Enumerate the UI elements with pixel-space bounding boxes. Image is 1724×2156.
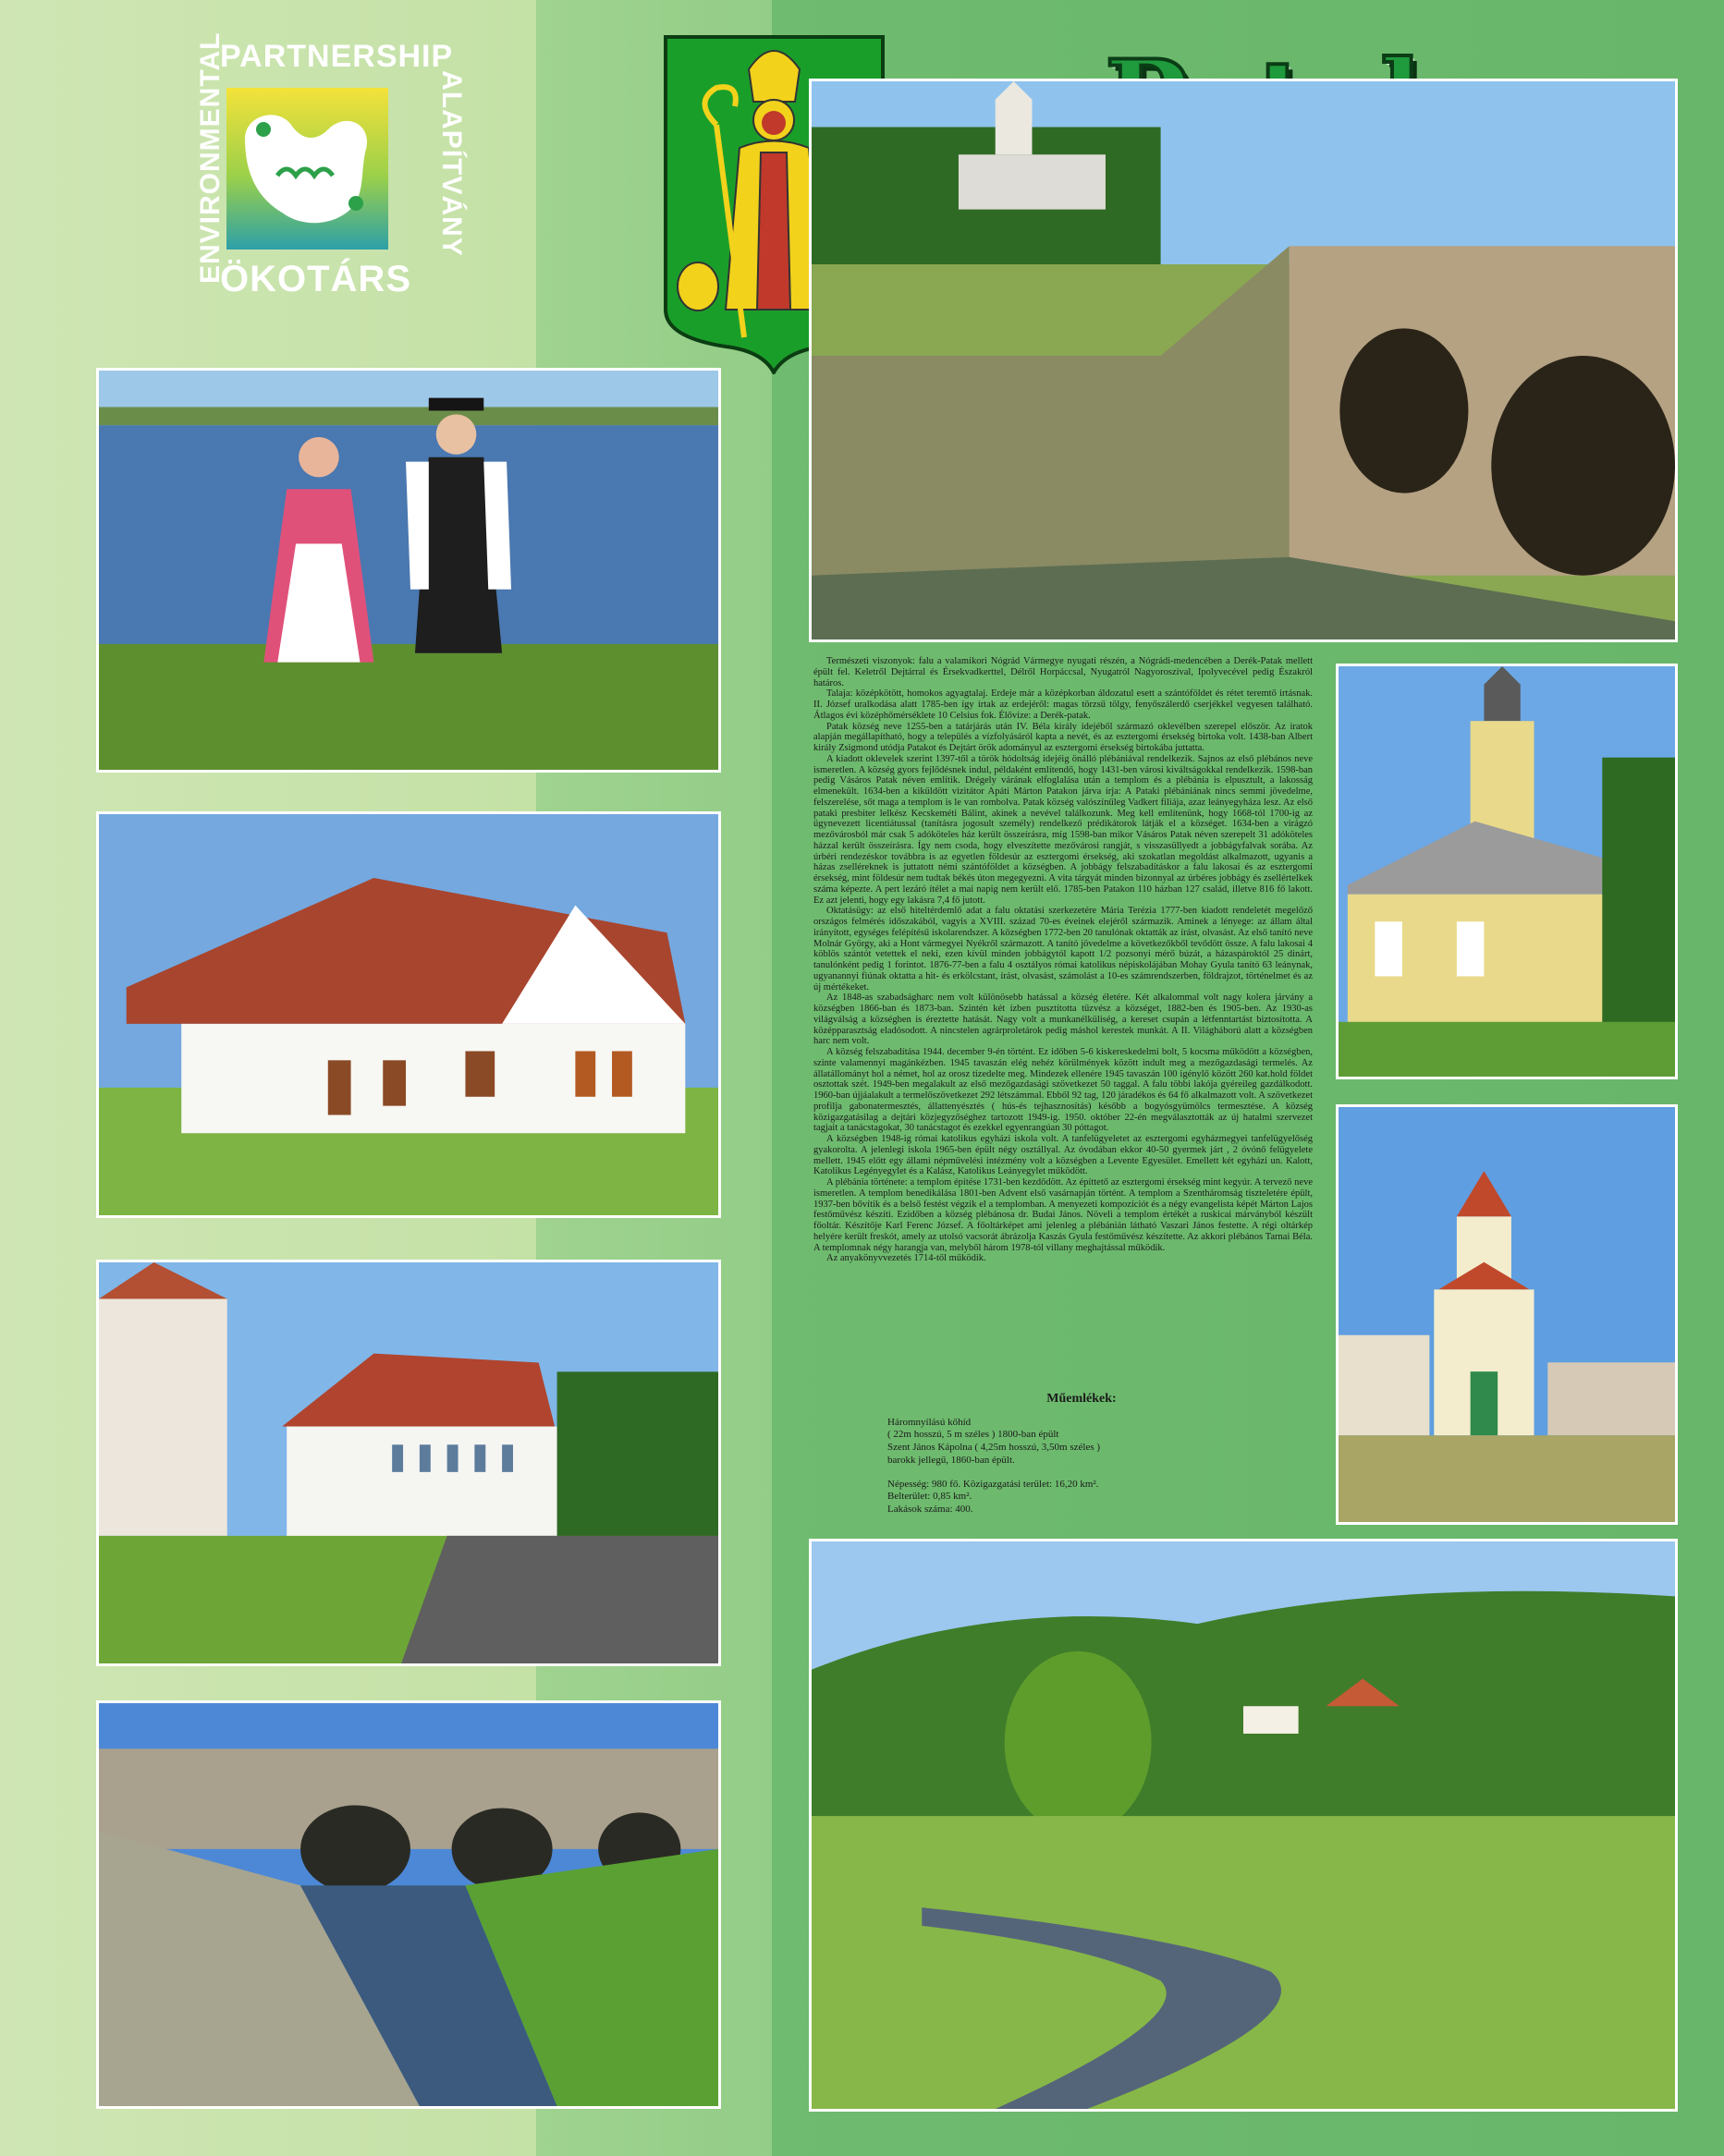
article-paragraph: A községben 1948-ig római katolikus egyházi iskola volt. A tanfelügyeletet az esztergomi egyházmegyei tanfelügyelőség gyakorolta. A jelenlegi iskola 1965-ben épült négy osztállyal. Az óvodában ekkor 40-50 gyermek járt , 2 óvónő felügyelete mellett. 1945 előtt egy állami népművelési intézmény volt a községben a Levente Egyesület. Emellett két egyházi un. Kalott, Katolikus Legényegylet és a Kalász, Katolikus Leányegylet működött. bbox=[813, 1134, 1313, 1177]
article-paragraph: Természeti viszonyok: falu a valamikori Nógrád Vármegye nyugati részén, a Nógrádi-medencében a Derék-Patak mellett épült fel. Keletről Dejtárral és Érsekvadkerttel, Délről Horpáccsal, Nyugatról Nagyoroszival, Ipolyvecével pedig Északról határos. bbox=[813, 656, 1313, 688]
logo-environmental: ENVIRONMENTAL bbox=[195, 31, 226, 284]
photo-church bbox=[1336, 664, 1678, 1079]
article-paragraph: Az 1848-as szabadságharc nem volt különösebb hatással a község életére. Két alkalommal volt nagy kolera járvány a községben 1866-ban és 1873-ban. Szintén két ízben pusztította tűzvész a községet, 1882-ben és 1905-ben. Az 1930-as világválság a községben is éreztette hatását. Nagy volt a munkanélküliség, a kereset csupán a létfenntartást biztosította. A középparasztság eladósodott. A nincstelen agrárproletárok pedig máshol kerestek munkát. A II. Világháború alatt a községben harc nem volt. bbox=[813, 993, 1313, 1047]
article-paragraph: Patak község neve 1255-ben a tatárjárás után IV. Béla király idejéből származó oklevélben szerepel először. Az iratok alapján megállapítható, hogy a település a vízfolyásáról kapta a nevét, és az esztergomi érsekség birtoka volt. 1438-ban Albert király Zsigmond utódja Patakot és Dejtárt örök adományul az esztergomi érsekség birtokába juttatta. bbox=[813, 721, 1313, 753]
logo-emblem-icon bbox=[226, 88, 388, 250]
okotars-logo bbox=[176, 31, 467, 305]
photo-creek-landscape bbox=[809, 1539, 1678, 2112]
stat-line: Lakások száma: 400. bbox=[887, 1504, 973, 1515]
monument-line: barokk jellegű, 1860-ban épült. bbox=[887, 1454, 1015, 1466]
photo-stone-bridge-small bbox=[96, 1700, 721, 2109]
stat-line: Népesség: 980 fő. Közigazgatási terület: 16,20 km². bbox=[887, 1478, 1099, 1490]
monuments-heading: Műemlékek: bbox=[1046, 1392, 1117, 1406]
photo-stone-bridge-large bbox=[809, 79, 1678, 642]
monument-line: Háromnyílású kőhíd bbox=[887, 1416, 972, 1428]
article-paragraph: A plébánia története: a templom építése 1731-ben kezdődött. Az építtető az esztergomi érsekség mint kegyúr. A tervező neve ismeretlen. A templom benedikálása 1801-ben Advent első vasárnapján történt. A templom a Szentháromság tiszteletére épült, 1937-ben bővítik és a belső festést végzik el a templomban. A menyezeti kompozíciót és a négy evangelista képét Márton Lajos festőművész készíti. Ezidőben a község plébánosa dr. Budai János. Növeli a templom értékét a ruskicai márványból készült főoltár. Készítője Karl Ferenc József. A főoltárképet ami jelenleg a plébánián látható Vaszari János festette. A régi oltárkép helyére került freskót, amely az utolsó vacsorát ábrázolja Kaszás Gyula festőművész készítette. Az akkori plébános Tarnai Béla. A templomnak négy harangja van, melyből három 1978-tól villany meghajtással működik. bbox=[813, 1177, 1313, 1253]
article-paragraph: Oktatásügy: az első hiteltérdemlő adat a falu oktatási szerkezetére Mária Terézia 1777-ben kiadott rendeletét megelőző országos felmérés időszakából, vagyis a XVIII. század 70-es éveinek elejéről származik. Aminek a lényege: az állam által irányított, egységes felépítésű iskolarendszer. A községben 1772-ben 20 tanulónak oktatták az írást, olvasást. Az első tanító neve Molnár György, aki a Hont vármegyei Nyékről származott. A tanító jövedelme a következőkből tevődött össze. A falu lakosai 4 köblös szántót vetettek el neki, ezen kívül minden jobbágytól kapott 1/2 pozsonyi mérő búzát, a házaspároktól 25 dinárt, tanulónként pedig 1 forintot. 1876-77-ben a falu 4 osztályos római katolikus népiskolájában Mohay Gyula tanító 63 leánynak, ugyanannyi fiúnak oktatta a hit- és erkölcstant, írást, olvasást, számolást a 10-es számrendszerben, földrajzot, történelmet és az új mértékeket. bbox=[813, 906, 1313, 993]
article-paragraph: A község felszabadítása 1944. december 9-én történt. Ez időben 5-6 kiskereskedelmi bolt, 5 kocsma működött a községben, szinte valamennyi magánkézben. 1945 tavaszán elég nehéz körülmények között indult meg a mezőgazdasági termelés. Az állatállományt hol a német, hol az orosz tizedelte meg. Mindezek ellenére 1945 tavaszán 100 igénylő között 260 kat.hold földet osztottak szét. 1949-ben megalakult az első mezőgazdasági szövetkezet 50 taggal. A falu többi lakója gyéreileg gazdálkodott. 1960-ban újjáalakult a termelőszövetkezet 292 létszámmal. Ebből 92 tag, 120 járadékos és 64 fő alkalmazott volt. A szövetkezet profilja gabonatermesztés, állattenyésztés ( hús-és tejhasznosítás) később a bogyósgyümölcs termesztése. A község közigazgatásilag a dejtári közjegyzőséghez tartozott 1949-ig. 1950. október 22-én megválasztották az új hatalmi szervezet tagjait a tanácstagokat, 30 tanácstagot és ezekkel egyenrangúan 30 póttagot. bbox=[813, 1047, 1313, 1134]
history-article bbox=[813, 656, 1313, 1395]
article-paragraph: A kiadott oklevelek szerint 1397-től a török hódoltság idejéig önálló plébániával rendelkezik. Sajnos az első plébános neve ismeretlen. A község gyors fejlődésnek indul, példaként említendő, hogy 1431-ben városi kiváltságokkal rendelkezik. 1598-ban pedig Vásáros Patak néven említik. Drégely várának elfoglalása után a templom és a plébánia is elpusztult, a lakosság elmenekült. 1634-ben a kiküldött vizitátor Apáti Márton Patakon járva írja: A Pataki plébániának nincs semmi jövedelme, felszerelése, sőt maga a templom is le van rombolva. Patak község valószínűleg Vadkert filiája, azaz leányegyháza lesz. Az első pataki presbiter lelkész Kecskeméti Bálint, akinek a nevével találkozunk. Meg kell említenünk, hogy 1668-tól 1700-ig az ügynevezett licentiátussal (tanításra jogosult személy) rendelkező prédikátorok látják el a községet. 1634-ben a virágzó mezővárosból már csak 5 adóköteles ház került összeírásra, míg 1598-ban mikor Vásáros Patak néven szerepelt 31 adóköteles házzal került összeírásra. Így nem csoda, hogy elveszítette mezővárosi rangját, s visszasüllyedt a jobbágyfalvak sorába. Az úrbéri rendezéskor továbbra is az egyetlen földesúr az esztergomi érsekség, aki szokatlan megoldást alkalmazott, ugyanis a házas zselléreknek is juttatott némi szántóföldet a községben. A jobbágy felszabadításkor a falu lakosai és az esztergomi érsekség, mint földesúr nem tudtak békés úton megegyezni. A vita tárgyát minden bizonnyal az úrbéres jobbágy és zsellértelkek száma képezte. A pert lezáró ítélet a mai napig nem került elő. 1785-ben Patakon 110 házban 127 család, illetve 816 fő lakott. Ez azt jelenti, hogy egy lakásra 7,4 fő jutott. bbox=[813, 753, 1313, 906]
photo-chapel bbox=[1336, 1104, 1678, 1525]
photo-village-house bbox=[96, 811, 721, 1218]
article-paragraph: Az anyakönyvvezetés 1714-től működik. bbox=[826, 1253, 986, 1264]
photo-school-building bbox=[96, 1260, 721, 1666]
article-paragraph: Talaja: középkötött, homokos agyagtalaj. Erdeje már a középkorban áldozatul esett a szántóföldet és rétet teremtő irtásnak. II. József uralkodása alatt 1785-ben így írtak az erdejéről: magas törzsű tölgy, fenyőszálerdő cserjékkel vegyesen található. Átlagos évi középhőmérséklete 10 Celsius fok. Élővize: a Derék-patak. bbox=[813, 688, 1313, 721]
logo-okotars: ÖKOTÁRS bbox=[220, 259, 411, 299]
logo-partnership: PARTNERSHIP bbox=[220, 39, 454, 74]
photo-folk-dancers bbox=[96, 368, 721, 773]
monuments-section bbox=[887, 1391, 1276, 1517]
logo-alapitvany: ALAPÍTVÁNY bbox=[436, 70, 467, 257]
stat-line: Belterület: 0,85 km². bbox=[887, 1491, 972, 1503]
monument-line: ( 22m hosszú, 5 m széles ) 1800-ban épült bbox=[887, 1429, 1059, 1441]
monument-line: Szent János Kápolna ( 4,25m hosszú, 3,50m széles ) bbox=[887, 1442, 1101, 1453]
